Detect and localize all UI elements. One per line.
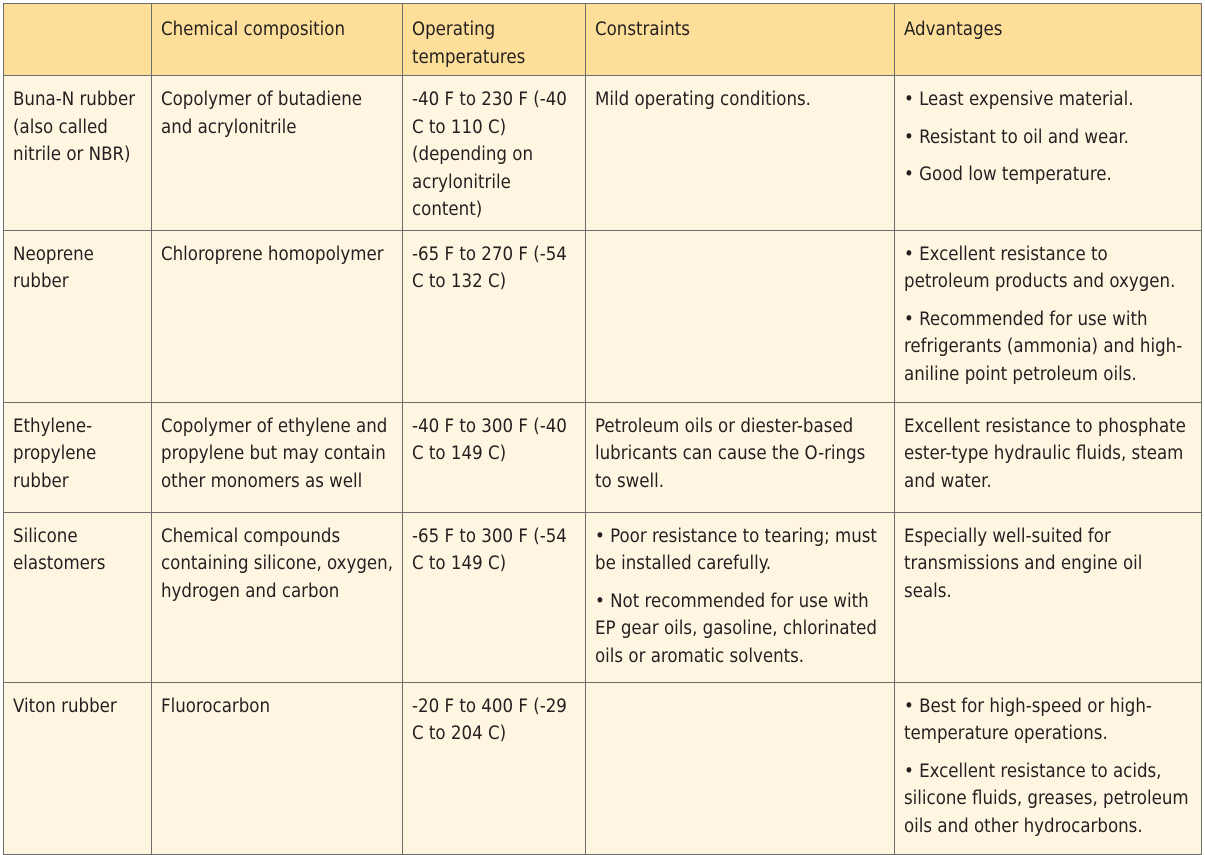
list-item: • Poor resistance to tearing; must be installed carefully.	[595, 523, 887, 578]
chemical-composition-cell: Chemical compounds containing silicone, oxygen, hydrogen and carbon	[152, 512, 403, 682]
advantages-cell	[895, 682, 1202, 854]
advantages-bullet-list	[904, 86, 1194, 189]
table-row	[4, 512, 1202, 682]
advantages-cell	[895, 402, 1202, 512]
constraints-text: Petroleum oils or diester-based lubricants can cause the O-rings to swell.	[595, 415, 866, 492]
advantages-cell	[895, 76, 1202, 231]
advantages-bullet-list	[904, 693, 1194, 841]
chemical-composition-cell: Copolymer of ethylene and propylene but may contain other monomers as well	[152, 402, 403, 512]
table-row	[4, 682, 1202, 854]
header-advantages: Advantages	[895, 4, 1202, 76]
table-body	[4, 76, 1202, 855]
list-item: • Excellent resistance to acids, silicone fluids, greases, petroleum oils and other hydrocarbons.	[904, 758, 1194, 841]
constraints-cell	[586, 230, 895, 402]
list-item: • Not recommended for use with EP gear oils, gasoline, chlorinated oils or aromatic solvents.	[595, 588, 887, 671]
table-header-row	[4, 4, 1202, 76]
material-cell: Ethylene-propylene rubber	[4, 402, 152, 512]
header-chemical-composition: Chemical composition	[152, 4, 403, 76]
advantages-text: Especially well-suited for transmissions and engine oil seals.	[904, 525, 1143, 602]
list-item: • Recommended for use with refrigerants (ammonia) and high-aniline point petroleum oils.	[904, 306, 1194, 389]
constraints-text: Mild operating conditions.	[595, 89, 811, 110]
operating-temperatures-cell: -65 F to 270 F (-54 C to 132 C)	[403, 230, 586, 402]
list-item: • Excellent resistance to petroleum products and oxygen.	[904, 241, 1194, 296]
constraints-cell	[586, 76, 895, 231]
chemical-composition-cell: Copolymer of butadiene and acrylonitrile	[152, 76, 403, 231]
list-item: • Good low temperature.	[904, 161, 1194, 189]
constraints-cell	[586, 512, 895, 682]
table-row	[4, 402, 1202, 512]
material-cell: Silicone elastomers	[4, 512, 152, 682]
list-item: • Resistant to oil and wear.	[904, 124, 1194, 152]
constraints-cell	[586, 682, 895, 854]
table-row	[4, 76, 1202, 231]
constraints-cell	[586, 402, 895, 512]
o-ring-material-comparison-table	[3, 3, 1202, 855]
header-operating-temperatures: Operating temperatures	[403, 4, 586, 76]
header-material	[4, 4, 152, 76]
list-item: • Least expensive material.	[904, 86, 1194, 114]
advantages-text: Excellent resistance to phosphate ester-type hydraulic fluids, steam and water.	[904, 415, 1186, 492]
operating-temperatures-cell: -40 F to 300 F (-40 C to 149 C)	[403, 402, 586, 512]
header-constraints: Constraints	[586, 4, 895, 76]
material-cell: Neoprene rubber	[4, 230, 152, 402]
advantages-bullet-list	[904, 241, 1194, 389]
material-cell: Viton rubber	[4, 682, 152, 854]
operating-temperatures-cell: -20 F to 400 F (-29 C to 204 C)	[403, 682, 586, 854]
chemical-composition-cell: Fluorocarbon	[152, 682, 403, 854]
material-cell: Buna-N rubber (also called nitrile or NBR)	[4, 76, 152, 231]
advantages-cell	[895, 230, 1202, 402]
constraints-bullet-list	[595, 523, 887, 671]
advantages-cell	[895, 512, 1202, 682]
chemical-composition-cell: Chloroprene homopolymer	[152, 230, 403, 402]
table-row	[4, 230, 1202, 402]
operating-temperatures-cell: -65 F to 300 F (-54 C to 149 C)	[403, 512, 586, 682]
list-item: • Best for high-speed or high-temperature operations.	[904, 693, 1194, 748]
operating-temperatures-cell: -40 F to 230 F (-40 C to 110 C) (depending on acrylonitrile content)	[403, 76, 586, 231]
